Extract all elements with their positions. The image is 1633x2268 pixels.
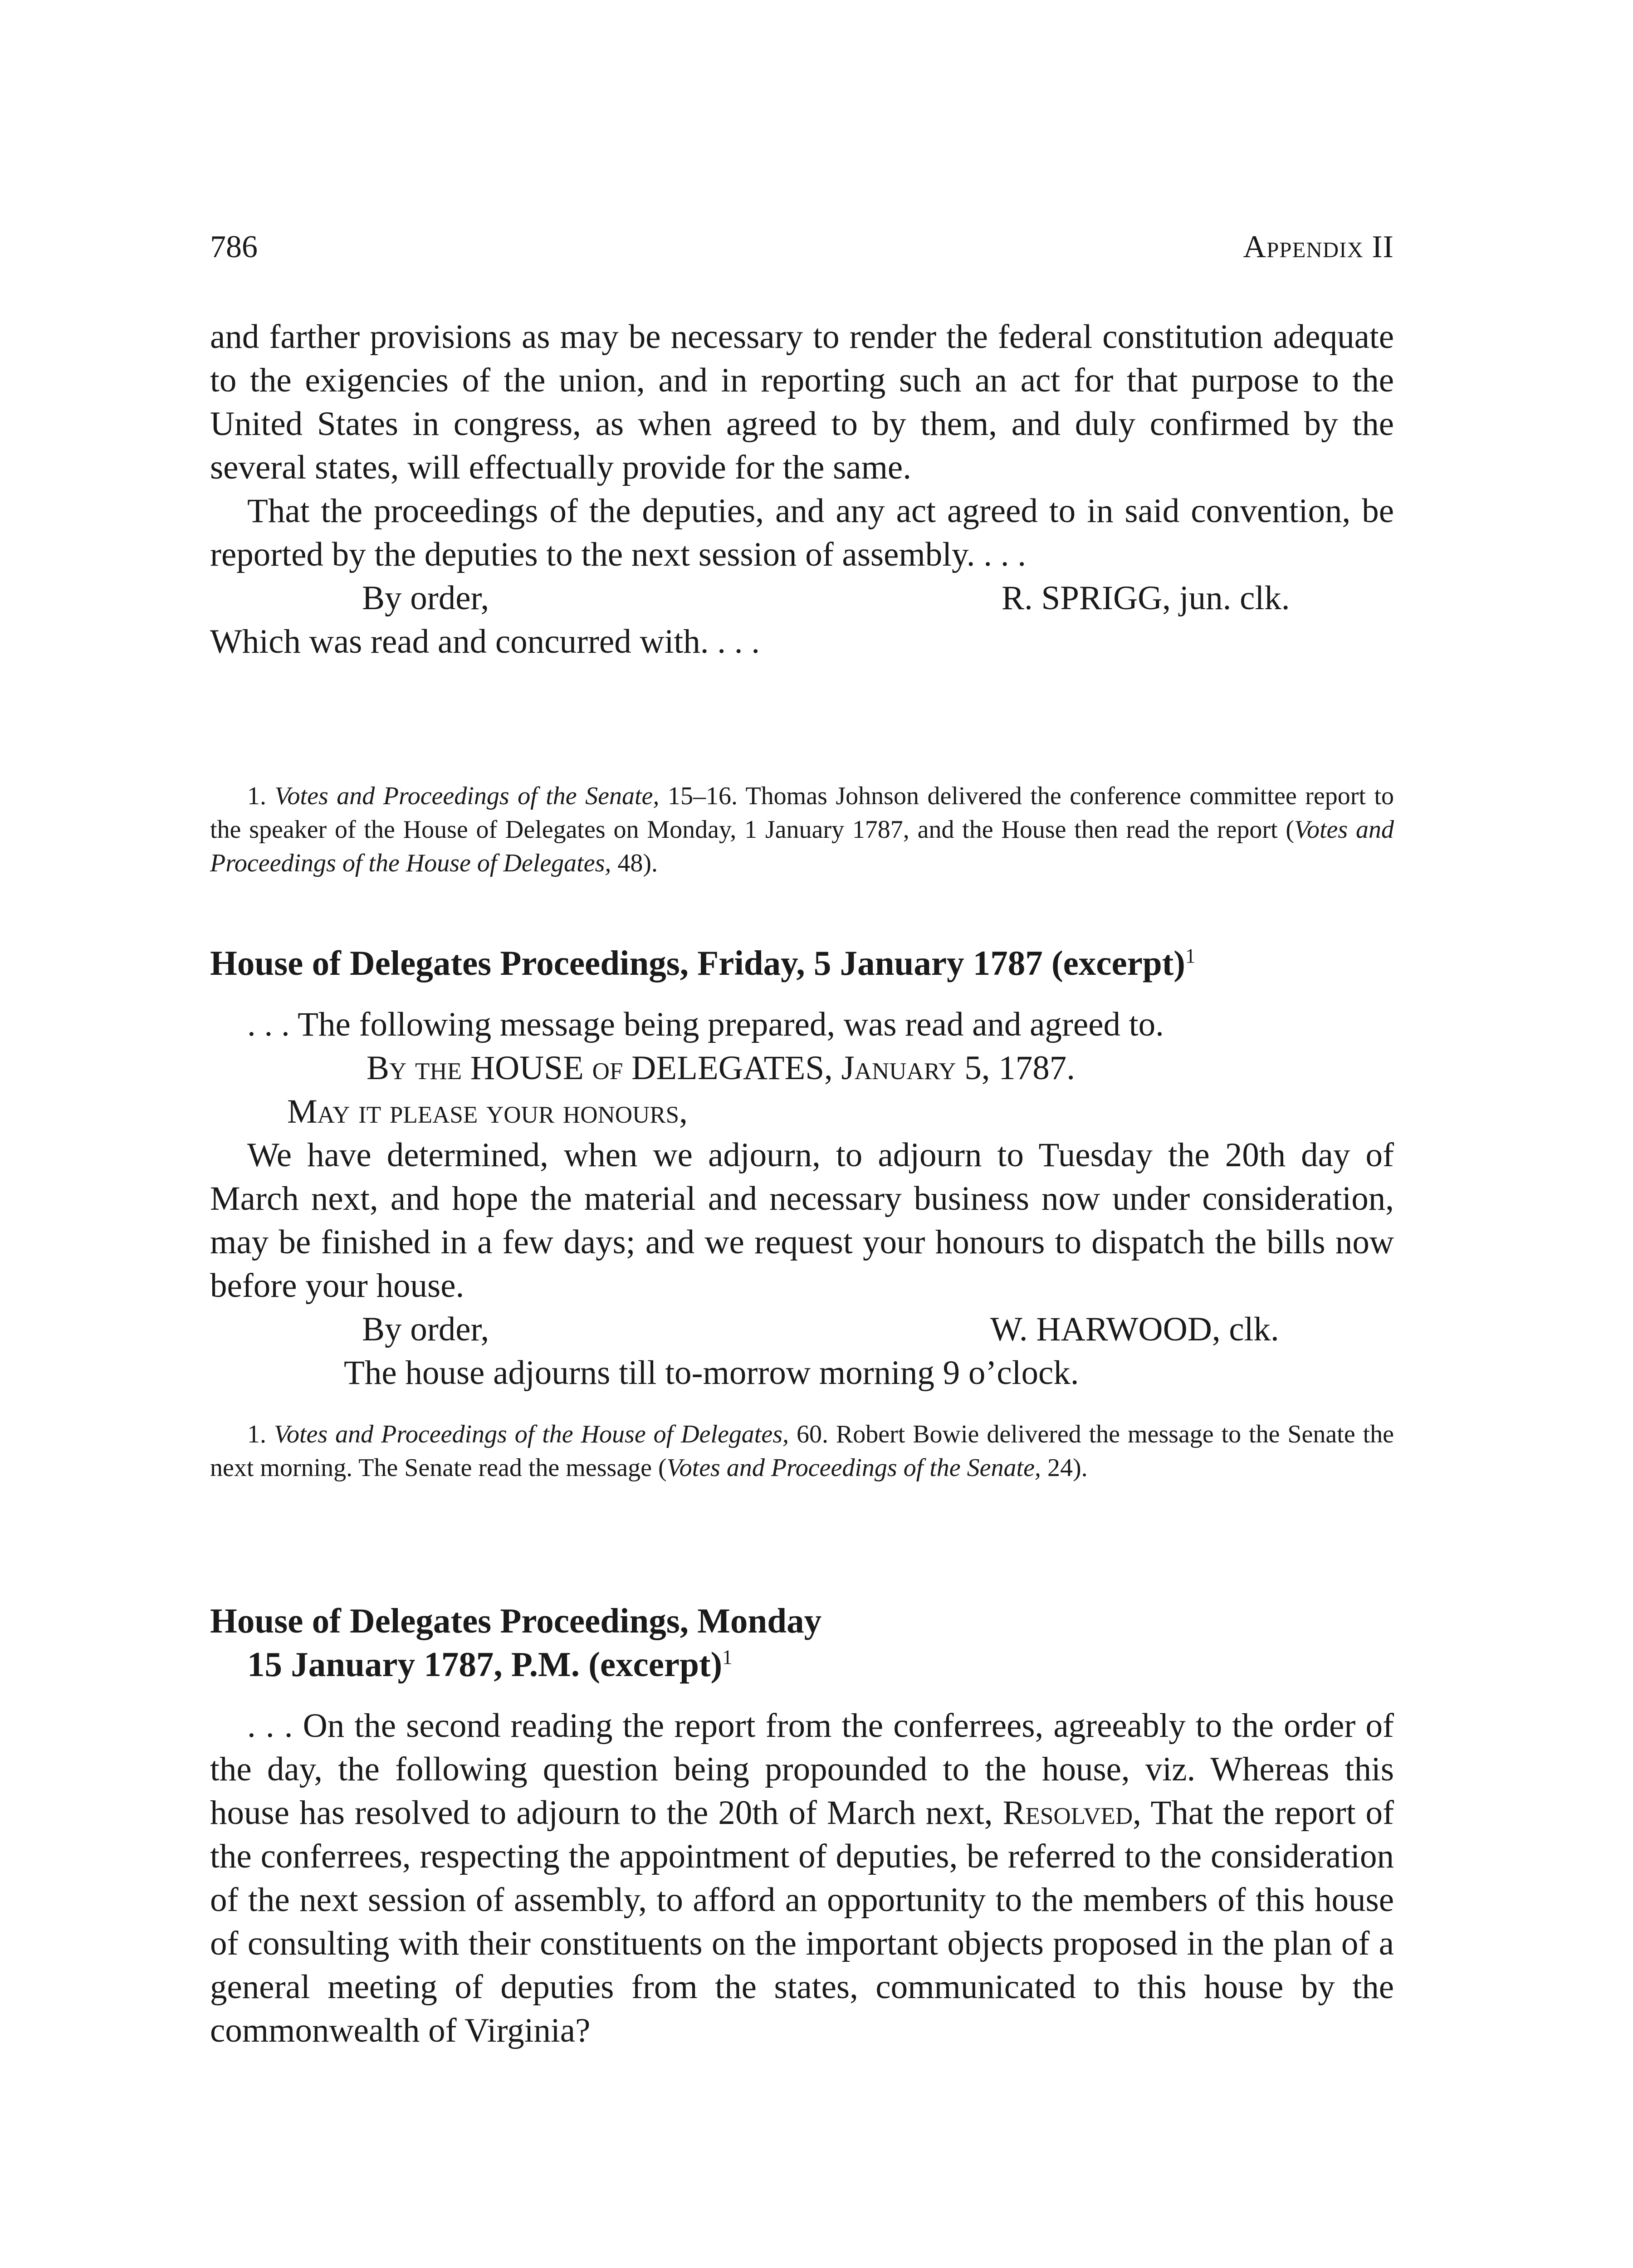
monday-paragraph: . . . On the second reading the report from the conferrees, agreeably to the order of the day, the following question being propounded to the house, viz. Whereas this house has resolved to adjourn to the 20th of March next, Resolved, That the report of the conferrees, respecting the appointment of deputies, be referred to the consideration of the next session of assembly, to afford an opportunity to the members of this house of consulting with their constituents on the important objects proposed in the plan of a general meeting of deputies from the states, communicated to this house by the commonwealth of Virginia?	[210, 1707, 1394, 2049]
footnote-marker: 1	[1185, 944, 1196, 968]
adjourn-line: The house adjourns till to-morrow morning 9 o’clock.	[344, 1354, 1079, 1392]
dateline: By the HOUSE of DELEGATES, January 5, 1787.	[367, 1049, 1076, 1087]
section-heading: House of Delegates Proceedings, Monday 15 January 1787, P.M. (excerpt)$^1$	[210, 1601, 822, 1684]
intro-paragraph: . . . The following message being prepared, was read and agreed to.	[247, 1006, 1164, 1043]
footnote-italic: Votes and Proceedings of the Senate,	[274, 782, 660, 810]
footnote-number: 1.	[247, 1420, 266, 1448]
signatory-name: R. SPRIGG, jun. clk.	[1002, 579, 1290, 617]
section-heading: House of Delegates Proceedings, Friday, 5 January 1787 (excerpt)$^1$	[210, 943, 1196, 982]
footnote-italic: Votes and Proceedings of the Senate,	[666, 1454, 1041, 1482]
footnote-text: 48).	[611, 849, 658, 877]
by-order-label: By order,	[362, 1310, 489, 1348]
continuation-block	[210, 315, 1394, 664]
footnote-number: 1.	[247, 782, 266, 810]
footnote-2	[210, 1418, 1394, 1485]
signatory-name: W. HARWOOD, clk.	[990, 1310, 1279, 1348]
section-friday	[210, 941, 1394, 1395]
salutation: May it please your honours,	[287, 1093, 688, 1130]
footnote-text: 60. Robert Bowie delivered the message to the Senate the next morning. The Senate read the message (	[210, 1420, 1394, 1482]
footnote-italic: Votes and Proceedings of the House of Delegates,	[210, 816, 1394, 877]
section-monday	[210, 1599, 1394, 2053]
signature-line	[210, 577, 1394, 620]
resolved-label: Resolved,	[1002, 1794, 1141, 1832]
running-head-title: Appendix II	[1243, 230, 1394, 264]
signature-line	[210, 1308, 1394, 1351]
concurred-line: Which was read and concurred with. . . .	[210, 623, 760, 660]
footnote-marker: 1	[722, 1646, 733, 1669]
footnote-italic: Votes and Proceedings of the House of Delegates,	[274, 1420, 789, 1448]
by-order-label: By order,	[362, 579, 489, 617]
proceedings-paragraph: That the proceedings of the deputies, and any act agreed to in said convention, be reported by the deputies to the next session of assembly. . . .	[210, 492, 1394, 573]
message-paragraph: We have determined, when we adjourn, to adjourn to Tuesday the 20th day of March next, and hope the material and necessary business now under consideration, may be finished in a few days; and we request your honours to dispatch the bills now before your house.	[210, 1136, 1394, 1305]
footnote-text: 15–16. Thomas Johnson delivered the conference committee report to the speaker of the House of Delegates on Monday, 1 January 1787, and the House then read the report (	[210, 782, 1394, 844]
running-head	[210, 229, 1394, 270]
document-page	[210, 0, 1394, 2268]
footnote-text: 24).	[1041, 1454, 1088, 1482]
continuation-paragraph: and farther provisions as may be necessary to render the federal constitution adequate to the exigencies of the union, and in reporting such an act for that purpose to the United States in congress, as when agreed to by them, and duly confirmed by the several states, will effectually provide for the same.	[210, 318, 1394, 486]
page-number: 786	[210, 230, 258, 264]
footnote-1	[210, 779, 1394, 880]
